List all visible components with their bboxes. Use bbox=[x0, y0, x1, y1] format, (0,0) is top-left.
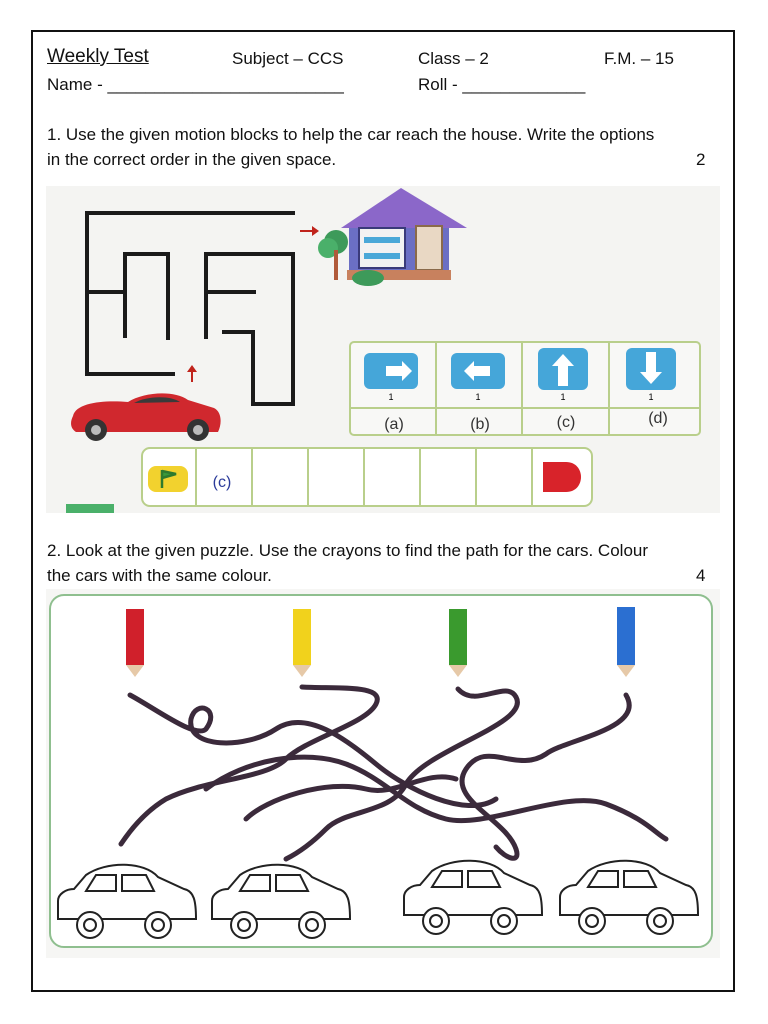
block-step-label: 1 bbox=[475, 392, 481, 402]
class-label: Class – 2 bbox=[418, 49, 489, 68]
block-step-label: 1 bbox=[648, 392, 654, 402]
red-crayon-icon bbox=[126, 609, 144, 677]
option-b-label: (b) bbox=[470, 416, 490, 433]
full-marks-label: F.M. – 15 bbox=[604, 49, 674, 68]
blue-crayon-icon bbox=[617, 607, 635, 677]
car-icon bbox=[71, 393, 221, 441]
question-1-text-line1: 1. Use the given motion blocks to help the car reach the house. Write the options bbox=[47, 125, 655, 144]
house-icon bbox=[318, 188, 467, 286]
green-flag-start-icon bbox=[148, 466, 188, 492]
answer-strip bbox=[142, 448, 592, 506]
yellow-crayon-icon bbox=[293, 609, 311, 677]
test-title: Weekly Test bbox=[47, 46, 149, 67]
answer-first-cell: (c) bbox=[212, 474, 232, 491]
roll-field: Roll - _____________ bbox=[418, 75, 586, 94]
crayon-path-puzzle bbox=[46, 589, 720, 958]
option-c-label: (c) bbox=[556, 414, 576, 431]
option-d-label: (d) bbox=[648, 410, 668, 427]
maze-illustration bbox=[46, 186, 720, 513]
green-crayon-icon bbox=[449, 609, 467, 677]
name-field: Name - _________________________ bbox=[47, 75, 344, 94]
block-step-label: 1 bbox=[560, 392, 566, 402]
question-2-text-line1: 2. Look at the given puzzle. Use the crayons to find the path for the cars. Colour bbox=[47, 541, 649, 560]
block-step-label: 1 bbox=[388, 392, 394, 402]
question-2-text-line2: the cars with the same colour. bbox=[47, 566, 272, 585]
maze bbox=[87, 213, 293, 404]
question-1-marks: 2 bbox=[696, 150, 706, 169]
question-1-text-line2: in the correct order in the given space. bbox=[47, 150, 337, 169]
motion-blocks-table bbox=[350, 342, 700, 435]
subject-label: Subject – CCS bbox=[232, 49, 344, 68]
end-block-icon bbox=[543, 462, 581, 492]
option-a-label: (a) bbox=[384, 416, 404, 433]
question-2-marks: 4 bbox=[696, 566, 706, 585]
